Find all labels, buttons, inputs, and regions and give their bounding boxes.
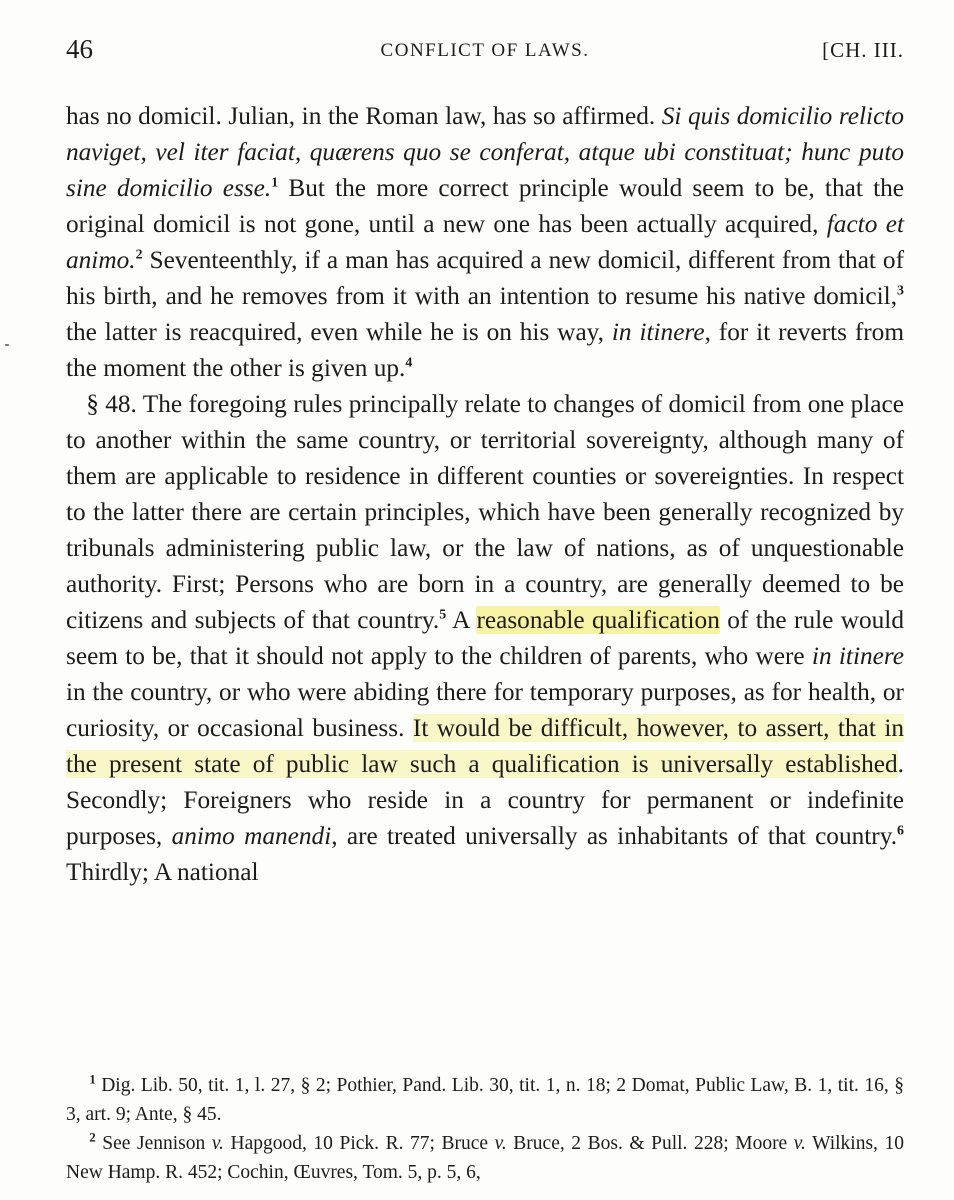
main-text: [66, 98, 904, 890]
footnote-ref: 3: [897, 283, 904, 299]
text-run: of the rule would seem to be, that it should not apply to the children of parents, who were: [66, 606, 904, 670]
latin-phrase: v.: [211, 1133, 224, 1154]
text-run: Bruce, 2 Bos. & Pull. 228; Moore: [506, 1133, 794, 1154]
text-run: , for it reverts from the moment the other is given up.: [66, 318, 904, 382]
running-title: CONFLICT OF LAWS.: [380, 40, 590, 61]
scan-speck: [5, 344, 9, 346]
text-run: Dig. Lib. 50, tit. 1, l. 27, § 2; Pothier, Pand. Lib. 30, tit. 1, n. 18; 2 Domat, Public Law, B. 1, tit. 16, § 3, art. 9; Ante, § 45.: [66, 1075, 904, 1125]
running-header: [66, 34, 904, 74]
footnotes: [66, 1071, 904, 1187]
latin-phrase: animo manendi: [171, 822, 332, 850]
footnote-1: [66, 1071, 904, 1129]
text-run: § 48. The foregoing rules principally relate to changes of domicil from one place to another within the same country, or territorial sovereignty, although many of them are applicable to residence in different counties or sovereignties. In respect to the latter there are certain principles, which have been generally recognized by tribunals administering public law, or the law of nations, as of unquestionable authority. First; Persons who are born in a country, are generally deemed to be citizens and subjects of that country.: [66, 390, 904, 634]
footnote-ref: 2: [89, 1130, 96, 1145]
latin-phrase: in itinere: [611, 318, 705, 346]
footnote-ref: 5: [439, 607, 447, 623]
footnote-ref: 1: [271, 175, 279, 191]
text-run: But the more correct principle would seem to be, that the original domicil is not gone, until a new one has been actually acquired,: [66, 174, 904, 238]
text-run: A: [446, 606, 477, 634]
text-run: . Secondly; Foreigners who reside in a country for permanent or indefinite purposes,: [66, 750, 904, 850]
latin-phrase: v.: [494, 1133, 507, 1154]
text-run: Hapgood, 10 Pick. R. 77; Bruce: [223, 1133, 495, 1154]
text-run: has no domicil. Julian, in the Roman law, has so affirmed.: [66, 102, 662, 130]
text-run: , are treated universally as inhabitants of that country.: [331, 822, 898, 850]
paragraph-section-48: [66, 386, 904, 890]
footnote-ref: 2: [135, 247, 143, 263]
text-run: Thirdly; A national: [66, 858, 259, 886]
latin-phrase: facto et animo.: [66, 210, 904, 274]
text-run: Seventeenthly, if a man has acquired a new domicil, different from that of his birth, and he removes from it with an intention to resume his native domicil,: [66, 246, 904, 310]
text-run: See Jennison: [95, 1133, 212, 1154]
latin-phrase: v.: [793, 1133, 806, 1154]
text-run: Wilkins, 10 New Hamp. R. 452; Cochin, Œuvres, Tom. 5, p. 5, 6,: [66, 1133, 904, 1183]
text-run: in the country, or who were abiding there for temporary purposes, as for health, or curiosity, or occasional business.: [66, 678, 904, 742]
footnote-ref: 4: [405, 355, 413, 371]
page-number: 46: [66, 34, 93, 64]
footnote-2: [66, 1129, 904, 1187]
text-run: the latter is reacquired, even while he is on his way,: [66, 318, 612, 346]
footnote-ref: 1: [89, 1072, 96, 1087]
footnote-ref: 6: [897, 823, 904, 839]
highlighted-text: reasonable qualification: [476, 606, 720, 634]
paragraph-continued: [66, 98, 904, 386]
latin-phrase: in itinere: [811, 642, 904, 670]
chapter-marker: [CH. III.: [822, 38, 904, 62]
latin-phrase: Si quis domicilio relicto naviget, vel iter faciat, quærens quo se conferat, atque ubi constituat; hunc puto sine domicilio esse.: [66, 102, 904, 202]
highlighted-text: It would be difficult, however, to assert, that in the present state of public law such a qualification is universally established: [66, 714, 904, 778]
